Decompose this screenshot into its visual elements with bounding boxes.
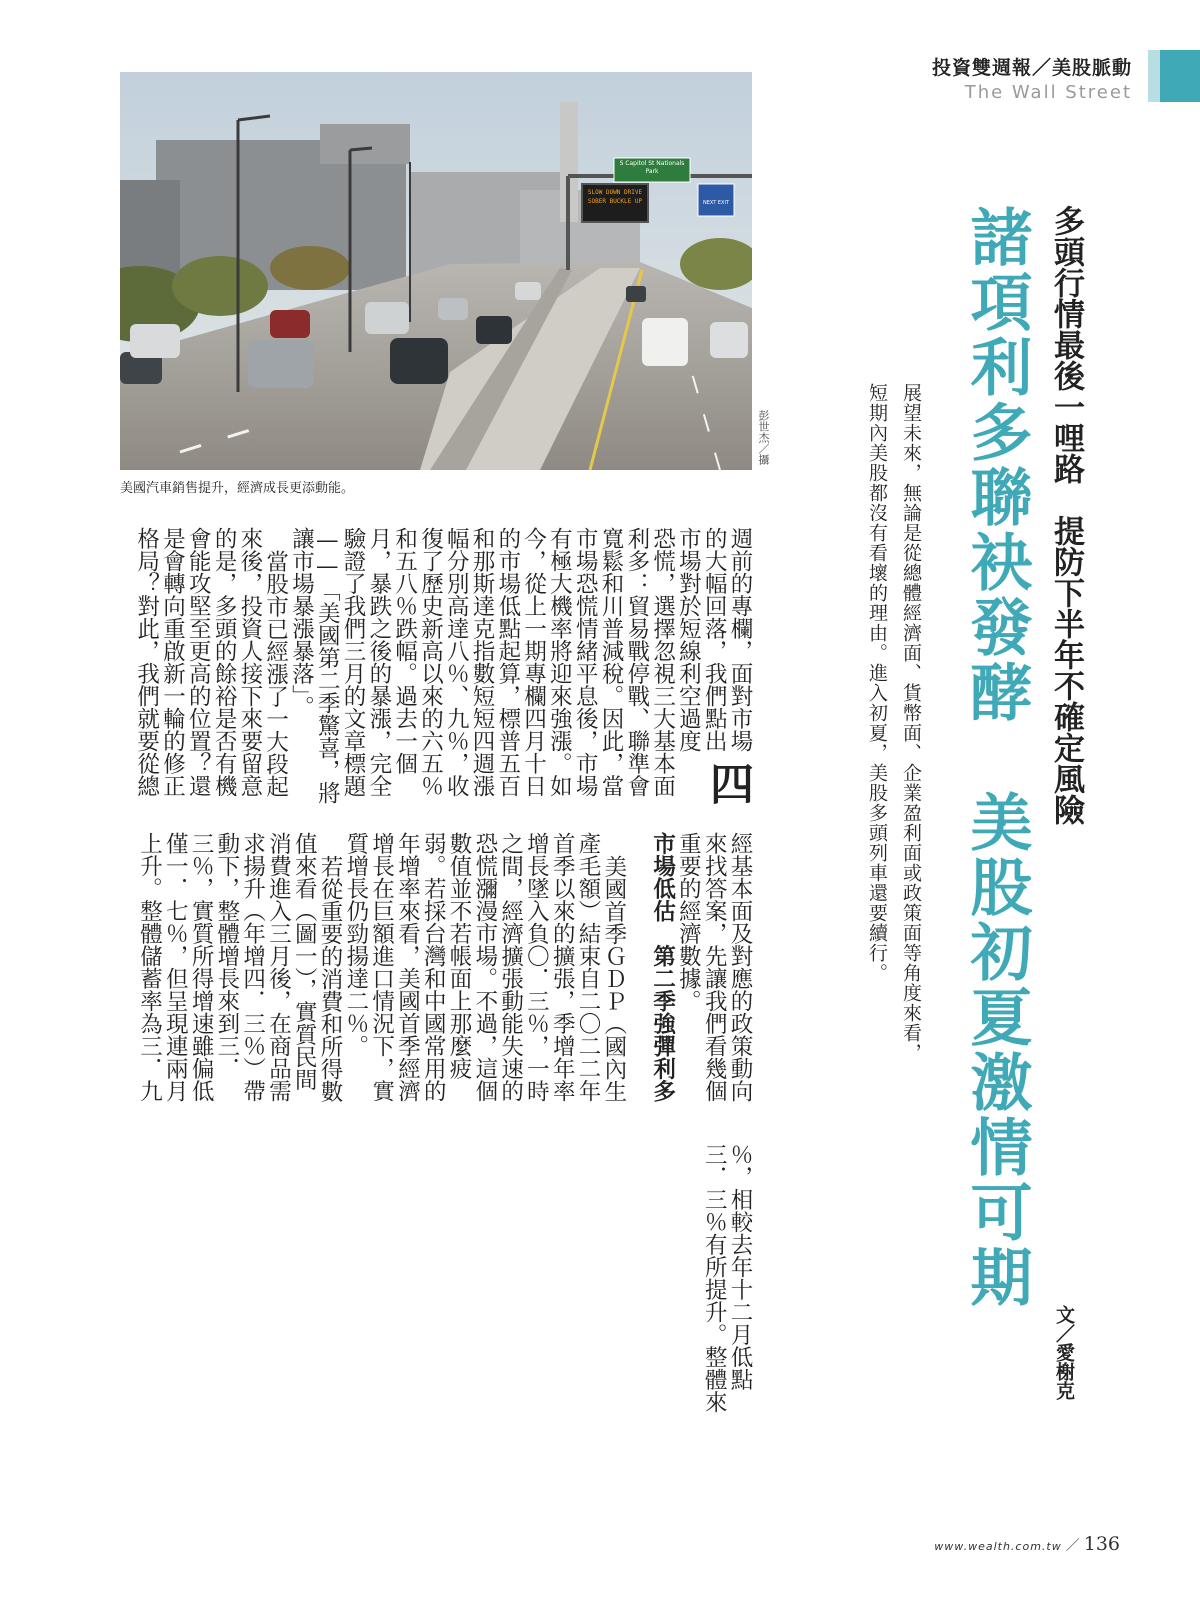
section-tab-edge: [1148, 50, 1160, 102]
body-paragraph-4: 若從重要的消費和所得數值來看（圖一），實質民間消費進入三月後，在商品需求揚升（年增四．三％）帶動下，整體增長來到三．三％，實質所得增速雖偏低僅一．七％，但呈現連兩月上升。整體儲蓄率為三．九: [136, 832, 344, 1102]
highway-photo-illustration: [120, 72, 752, 470]
headline: 諸項利多聯袂發酵 美股初夏激情可期: [960, 205, 1033, 1310]
section-subhead: 市場低估 第二季強彈利多: [649, 832, 676, 1102]
exit-sign: NEXT EXIT: [703, 200, 729, 206]
section-tab-marker: [1160, 50, 1200, 102]
drop-cap: 四: [702, 761, 753, 805]
page-footer: [934, 1533, 1120, 1555]
section-header: [870, 50, 1200, 110]
body-paragraph-3: 美國首季ＧＤＰ（國內生產毛額）結束自二〇二二年首季以來的擴張，季增年率增長墜入負〇．三％，一時之間，經濟擴張動能失速的恐慌瀰漫市場。不過，這個數值並不若帳面上那麼疲弱。若採台灣和中國常用的年增率來看，美國首季經濟增長在巨額進口情況下，實質增長仍勁揚達二％。: [342, 832, 627, 1102]
photo-caption: 美國汽車銷售提升，經濟成長更添動能。: [120, 481, 355, 496]
standfirst: 展望未來，無論是從總體經濟面、貨幣面、企業盈利面或政策面等角度來看，短期內美股都沒有看壞的理由。進入初夏，美股多頭列車還要續行。: [866, 383, 922, 1063]
article-photo: [120, 72, 752, 470]
page-number: 136: [1083, 1533, 1120, 1555]
footer-separator: ／: [1065, 1538, 1080, 1554]
body-paragraph-2: 當股市已經漲了一大段起來後，投資人接下來要留意的是，多頭的餘裕是否有機會能攻堅至更高的位置？還是會轉向重啟新一輪的修正格局？對此，我們就要從總: [133, 527, 289, 797]
photo-credit: 彭世杰／攝: [757, 410, 770, 465]
capitol-street-sign: S Capitol St Nationals Park: [619, 160, 685, 175]
body-column-1: [120, 527, 752, 807]
body-paragraph-2-cont: 經基本面及對應的政策動向來找答案，先讓我們看幾個重要的經濟數據。: [675, 832, 753, 1102]
body-paragraph-4-cont: ％，相較去年十二月低點三．三％有所提升。整體來: [701, 1143, 753, 1413]
kicker: 多頭行情最後一哩路 提防下半年不確定風險: [1048, 205, 1084, 825]
body-paragraph-1: 四 週前的專欄，面對市場的大幅回落，我們點出市場對於短線利空過度恐慌，選擇忽視三大基本面利多：貿易戰停戰、聯準會寬鬆和川普減稅。因此，當市場恐慌情緒平息後，市場有極大機率將迎來強漲。如今，從上一期專欄四月十日的市場低點起算，標普五百和那斯達克指數短短四週漲幅分別高達八％、九％，收復了歷史新高以來的六五％和五八％跌幅。過去一個月，暴跌之後的暴漲，完全驗證了我們三月的文章標題——「美國第二季驚喜，將讓市場暴漲暴落」。: [288, 527, 753, 805]
section-title: 投資雙週報／美股脈動: [931, 57, 1132, 79]
message-board-sign: SLOW DOWN DRIVE SOBER BUCKLE UP: [587, 189, 643, 205]
byline: 文／愛榭克: [1053, 1305, 1075, 1400]
body-column-3: [120, 1143, 752, 1423]
section-subtitle: The Wall Street: [964, 82, 1132, 103]
body-column-2: [120, 832, 752, 1112]
footer-url: www.wealth.com.tw: [934, 1540, 1062, 1553]
